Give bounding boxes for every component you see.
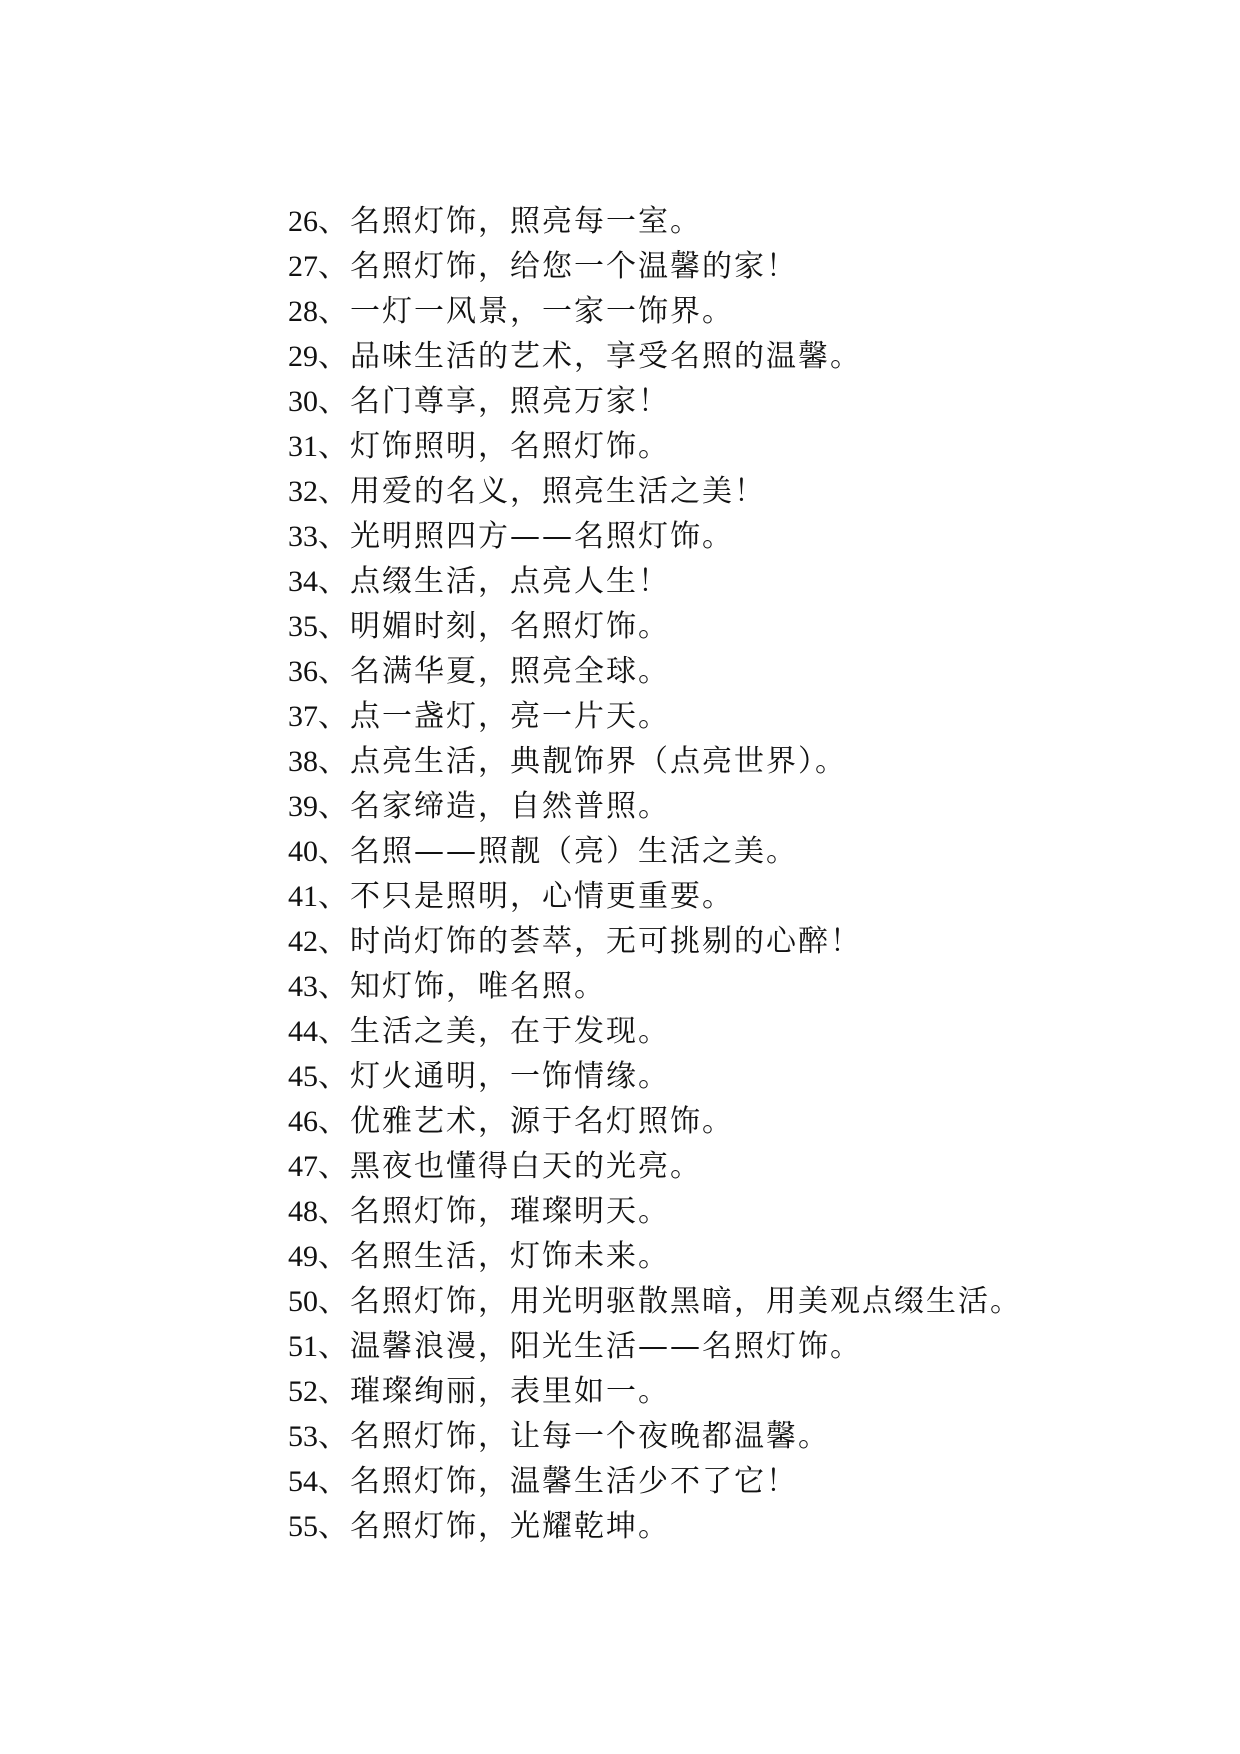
slogan-number: 32	[288, 475, 318, 508]
slogan-text: 、名门尊享，照亮万家！	[318, 384, 670, 419]
slogan-text: 、名照灯饰，给您一个温馨的家！	[318, 249, 798, 284]
slogan-text: 、光明照四方——名照灯饰。	[318, 519, 734, 554]
slogan-number: 26	[288, 205, 318, 238]
slogan-number: 30	[288, 385, 318, 418]
slogan-text: 、名照生活，灯饰未来。	[318, 1239, 670, 1274]
slogan-text: 、名照灯饰，照亮每一室。	[318, 204, 702, 239]
slogan-line	[288, 1099, 1022, 1144]
slogan-text: 、明媚时刻，名照灯饰。	[318, 609, 670, 644]
slogan-text: 、用爱的名义，照亮生活之美！	[318, 474, 766, 509]
slogan-number: 42	[288, 925, 318, 958]
slogan-number: 52	[288, 1375, 318, 1408]
slogan-number: 37	[288, 700, 318, 733]
slogan-number: 53	[288, 1420, 318, 1453]
slogan-line	[288, 919, 1022, 964]
slogan-text: 、点亮生活，典靓饰界（点亮世界）。	[318, 744, 847, 779]
slogan-text: 、黑夜也懂得白天的光亮。	[318, 1149, 702, 1184]
slogan-text: 、璀璨绚丽，表里如一。	[318, 1374, 670, 1409]
slogan-number: 43	[288, 970, 318, 1003]
slogan-text: 、名照灯饰，温馨生活少不了它！	[318, 1464, 798, 1499]
slogan-number: 51	[288, 1330, 318, 1363]
slogan-line	[288, 874, 1022, 919]
slogan-number: 29	[288, 340, 318, 373]
slogan-number: 54	[288, 1465, 318, 1498]
slogan-text: 、名照——照靓（亮）生活之美。	[318, 834, 798, 869]
slogan-text: 、点一盏灯，亮一片天。	[318, 699, 670, 734]
slogan-line	[288, 829, 1022, 874]
slogan-number: 41	[288, 880, 318, 913]
slogan-line	[288, 1189, 1022, 1234]
slogan-number: 31	[288, 430, 318, 463]
slogan-line	[288, 739, 1022, 784]
slogan-line	[288, 1054, 1022, 1099]
slogan-text: 、温馨浪漫，阳光生活——名照灯饰。	[318, 1329, 862, 1364]
slogan-text: 、知灯饰，唯名照。	[318, 969, 606, 1004]
slogan-line	[288, 1009, 1022, 1054]
slogan-number: 40	[288, 835, 318, 868]
slogan-number: 39	[288, 790, 318, 823]
slogan-number: 28	[288, 295, 318, 328]
slogan-line	[288, 649, 1022, 694]
slogan-number: 38	[288, 745, 318, 778]
slogan-number: 27	[288, 250, 318, 283]
slogan-line	[288, 1234, 1022, 1279]
slogan-text: 、名照灯饰，璀璨明天。	[318, 1194, 670, 1229]
slogan-text: 、灯饰照明，名照灯饰。	[318, 429, 670, 464]
slogan-line	[288, 199, 1022, 244]
slogan-text: 、不只是照明，心情更重要。	[318, 879, 734, 914]
slogan-text: 、名照灯饰，让每一个夜晚都温馨。	[318, 1419, 830, 1454]
slogan-text: 、生活之美，在于发现。	[318, 1014, 670, 1049]
slogan-text: 、一灯一风景，一家一饰界。	[318, 294, 734, 329]
slogan-text: 、优雅艺术，源于名灯照饰。	[318, 1104, 734, 1139]
slogan-line	[288, 1459, 1022, 1504]
slogan-line	[288, 514, 1022, 559]
slogan-line	[288, 559, 1022, 604]
slogan-line	[288, 424, 1022, 469]
slogan-line	[288, 784, 1022, 829]
slogan-number: 35	[288, 610, 318, 643]
slogan-line	[288, 1504, 1022, 1549]
slogan-number: 48	[288, 1195, 318, 1228]
slogan-number: 33	[288, 520, 318, 553]
slogan-list	[288, 199, 1022, 1549]
slogan-line	[288, 469, 1022, 514]
slogan-text: 、点缀生活，点亮人生！	[318, 564, 670, 599]
slogan-number: 49	[288, 1240, 318, 1273]
slogan-line	[288, 1144, 1022, 1189]
slogan-text: 、灯火通明，一饰情缘。	[318, 1059, 670, 1094]
slogan-line	[288, 244, 1022, 289]
slogan-line	[288, 694, 1022, 739]
slogan-line	[288, 1369, 1022, 1414]
slogan-line	[288, 379, 1022, 424]
slogan-line	[288, 289, 1022, 334]
slogan-line	[288, 1414, 1022, 1459]
slogan-number: 47	[288, 1150, 318, 1183]
slogan-text: 、品味生活的艺术，享受名照的温馨。	[318, 339, 862, 374]
slogan-text: 、名家缔造，自然普照。	[318, 789, 670, 824]
slogan-number: 44	[288, 1015, 318, 1048]
slogan-line	[288, 604, 1022, 649]
slogan-number: 45	[288, 1060, 318, 1093]
slogan-number: 55	[288, 1510, 318, 1543]
slogan-line	[288, 334, 1022, 379]
slogan-text: 、名照灯饰，光耀乾坤。	[318, 1509, 670, 1544]
slogan-text: 、时尚灯饰的荟萃，无可挑剔的心醉！	[318, 924, 862, 959]
slogan-line	[288, 1279, 1022, 1324]
slogan-text: 、名满华夏，照亮全球。	[318, 654, 670, 689]
slogan-number: 36	[288, 655, 318, 688]
slogan-number: 46	[288, 1105, 318, 1138]
slogan-line	[288, 964, 1022, 1009]
slogan-text: 、名照灯饰，用光明驱散黑暗，用美观点缀生活。	[318, 1284, 1022, 1319]
slogan-number: 50	[288, 1285, 318, 1318]
slogan-line	[288, 1324, 1022, 1369]
slogan-number: 34	[288, 565, 318, 598]
